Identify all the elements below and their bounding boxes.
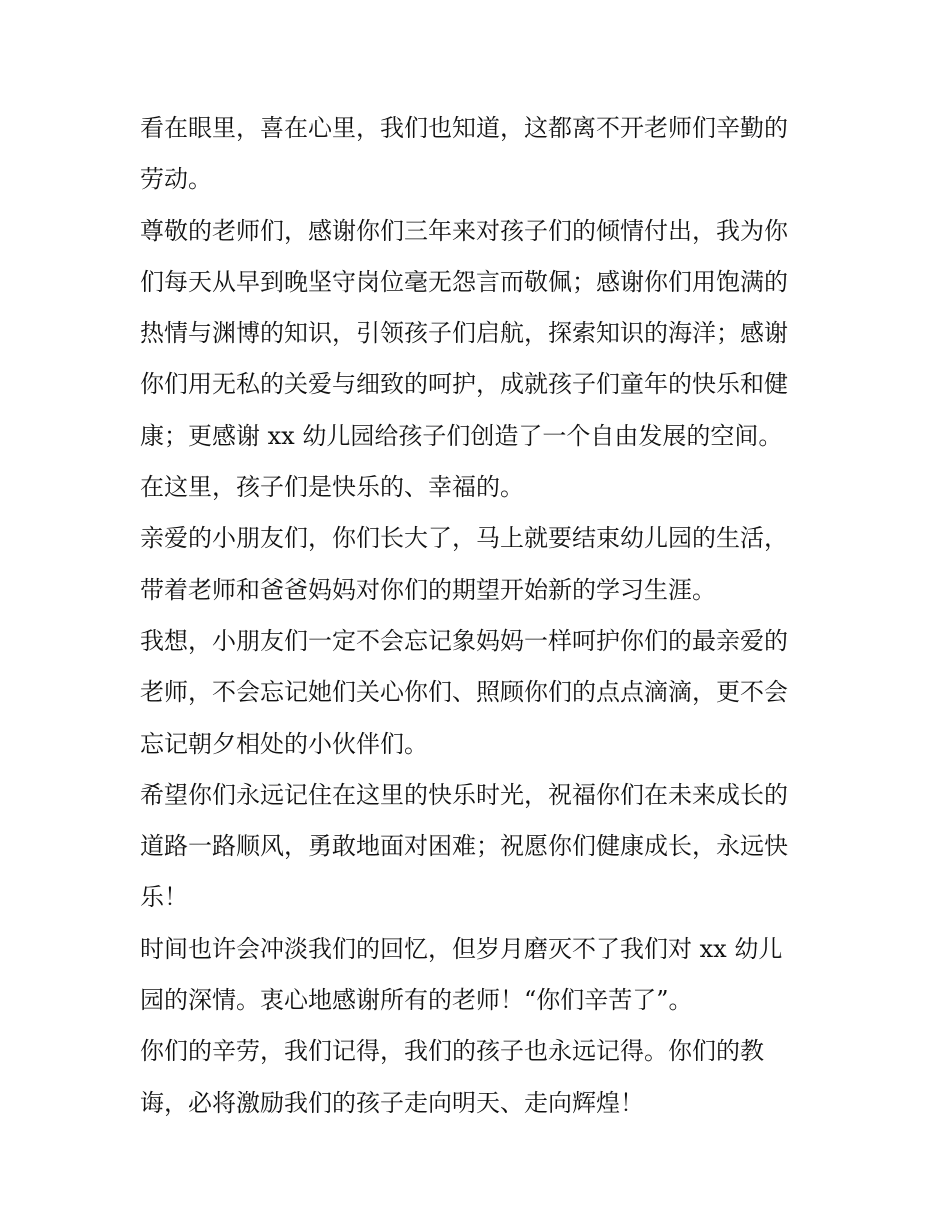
text-line: 亲爱的小朋友们，你们长大了，马上就要结束幼儿园的生活， <box>140 524 788 553</box>
paragraph-8 <box>140 1026 815 1129</box>
text-line: 热情与渊博的知识，引领孩子们启航，探索知识的海洋；感谢 <box>140 319 788 348</box>
paragraph-5 <box>140 616 815 770</box>
paragraph-6 <box>140 770 815 924</box>
text-line: 时间也许会冲淡我们的回忆，但岁月磨灭不了我们对 xx 幼儿 <box>140 934 783 963</box>
text-line: 们每天从早到晚坚守岗位毫无怨言而敬佩；感谢你们用饱满的 <box>140 267 788 296</box>
paragraph-7 <box>140 924 815 1027</box>
text-line: 乐！ <box>140 883 188 912</box>
paragraph-2 <box>140 206 815 462</box>
text-line: 忘记朝夕相处的小伙伴们。 <box>140 729 428 758</box>
text-line: 我想，小朋友们一定不会忘记象妈妈一样呵护你们的最亲爱的 <box>140 626 788 655</box>
text-line: 诲，必将激励我们的孩子走向明天、走向辉煌！ <box>140 1088 644 1117</box>
document-body <box>140 103 815 1129</box>
text-line: 尊敬的老师们，感谢你们三年来对孩子们的倾情付出，我为你 <box>140 216 788 245</box>
text-line: 道路一路顺风，勇敢地面对困难；祝愿你们健康成长，永远快 <box>140 832 788 861</box>
text-line: 康；更感谢 xx 幼儿园给孩子们创造了一个自由发展的空间。 <box>140 421 783 450</box>
paragraph-1 <box>140 103 815 206</box>
text-line: 老师，不会忘记她们关心你们、照顾你们的点点滴滴，更不会 <box>140 678 788 707</box>
text-line: 带着老师和爸爸妈妈对你们的期望开始新的学习生涯。 <box>140 575 716 604</box>
paragraph-3 <box>140 462 815 513</box>
text-line: 看在眼里，喜在心里，我们也知道，这都离不开老师们辛勤的 <box>140 114 788 142</box>
text-line: 你们用无私的关爱与细致的呵护，成就孩子们童年的快乐和健 <box>140 370 788 399</box>
text-line: 希望你们永远记住在这里的快乐时光，祝福你们在未来成长的 <box>140 780 788 809</box>
text-line: 劳动。 <box>140 165 212 194</box>
text-line: 你们的辛劳，我们记得，我们的孩子也永远记得。你们的教 <box>140 1037 764 1066</box>
text-line: 园的深情。衷心地感谢所有的老师！“你们辛苦了”。 <box>140 986 693 1015</box>
paragraph-4 <box>140 513 815 616</box>
text-line: 在这里，孩子们是快乐的、幸福的。 <box>140 473 524 502</box>
